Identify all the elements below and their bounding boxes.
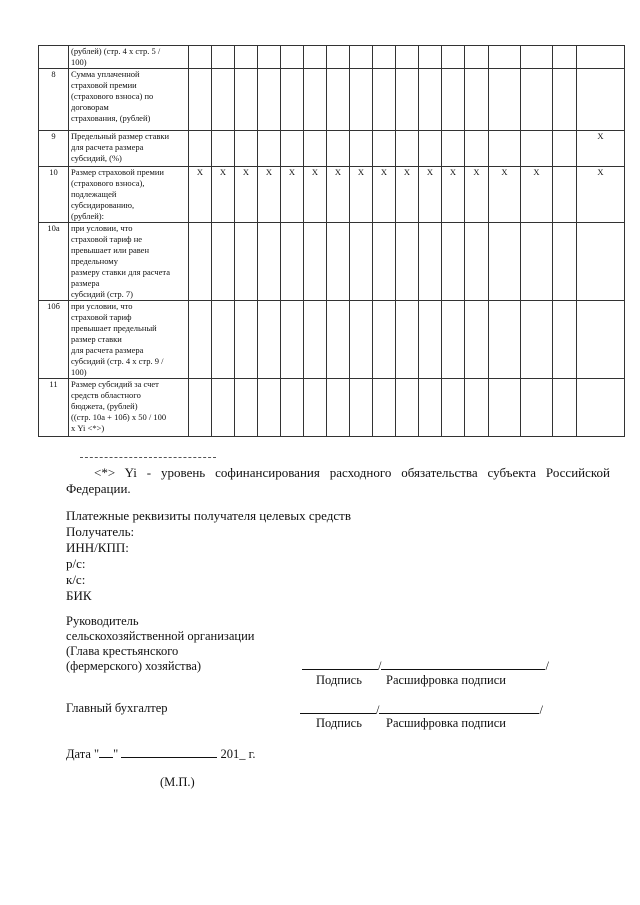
- table-cell: [489, 69, 521, 131]
- table-cell: [350, 301, 373, 379]
- table-cell: [553, 69, 577, 131]
- table-row: [39, 69, 625, 131]
- table-cell: [235, 69, 258, 131]
- table-row: [39, 301, 625, 379]
- table-cell: [489, 301, 521, 379]
- table-cell: [235, 223, 258, 301]
- table-cell: [258, 46, 281, 69]
- table-cell: [258, 69, 281, 131]
- footnote-text: <*> Yi - уровень софинансирования расходного обязательства субъекта Российской Федерации.: [66, 465, 610, 496]
- table-cell: Х: [212, 167, 235, 223]
- row-description: при условии, что страховой тариф превышает предельный размер ставки для расчета размера субсидий (стр. 4 х стр. 9 / 100): [69, 301, 189, 379]
- table-cell: [373, 223, 396, 301]
- table-cell: [577, 379, 625, 437]
- table-cell: [189, 46, 212, 69]
- table-cell: Х: [235, 167, 258, 223]
- table-cell: [442, 46, 465, 69]
- table-cell: [304, 69, 327, 131]
- table-cell: [465, 223, 489, 301]
- table-cell: [521, 379, 553, 437]
- head-label-line1: Руководитель: [66, 614, 139, 628]
- table-cell: [553, 379, 577, 437]
- table-cell: [577, 301, 625, 379]
- row-number: [39, 46, 69, 69]
- row-number: 11: [39, 379, 69, 437]
- table-cell: [281, 46, 304, 69]
- table-cell: [350, 69, 373, 131]
- accountant-signature-line: / /: [300, 701, 543, 718]
- table-cell: [521, 46, 553, 69]
- table-cell: Х: [521, 167, 553, 223]
- table-cell: [465, 131, 489, 167]
- table-cell: [327, 379, 350, 437]
- table-cell: [189, 301, 212, 379]
- table-cell: [189, 131, 212, 167]
- table-cell: [577, 223, 625, 301]
- table-cell: [327, 69, 350, 131]
- table-cell: [304, 223, 327, 301]
- table-cell: Х: [258, 167, 281, 223]
- table-cell: Х: [304, 167, 327, 223]
- table-cell: [373, 46, 396, 69]
- table-cell: [258, 301, 281, 379]
- table-cell: [281, 379, 304, 437]
- accountant-decoding-caption: Расшифровка подписи: [386, 716, 506, 730]
- table-cell: [350, 46, 373, 69]
- table-cell: [304, 379, 327, 437]
- table-cell: [489, 131, 521, 167]
- table-cell: [442, 69, 465, 131]
- table-cell: Х: [442, 167, 465, 223]
- table-cell: [235, 131, 258, 167]
- row-number: 9: [39, 131, 69, 167]
- table-cell: [396, 131, 419, 167]
- table-cell: [350, 379, 373, 437]
- table-cell: [553, 301, 577, 379]
- table-cell: [235, 301, 258, 379]
- row-description: (рублей) (стр. 4 х стр. 5 / 100): [69, 46, 189, 69]
- table-cell: [212, 46, 235, 69]
- table-cell: [442, 379, 465, 437]
- table-cell: [442, 223, 465, 301]
- row-description: Размер субсидий за счет средств областного бюджета, (рублей) ((стр. 10а + 10б) х 50 / 100 х Yi <*>): [69, 379, 189, 437]
- footnote-separator: [80, 457, 216, 458]
- table-cell: [212, 69, 235, 131]
- table-cell: [212, 131, 235, 167]
- table-cell: [396, 69, 419, 131]
- table-cell: [553, 223, 577, 301]
- table-cell: Х: [350, 167, 373, 223]
- table-cell: [350, 131, 373, 167]
- table-cell: [465, 379, 489, 437]
- table-cell: [442, 301, 465, 379]
- table-cell: [489, 46, 521, 69]
- table-cell: [396, 46, 419, 69]
- row-number: 10: [39, 167, 69, 223]
- head-label-line2: сельскохозяйственной организации: [66, 629, 255, 643]
- table-cell: [553, 131, 577, 167]
- table-cell: [212, 223, 235, 301]
- requisites-title: Платежные реквизиты получателя целевых средств: [66, 508, 351, 523]
- head-signature-line: / /: [302, 657, 549, 674]
- table-cell: [396, 301, 419, 379]
- table-cell: Х: [577, 167, 625, 223]
- stamp-placeholder: (М.П.): [160, 775, 195, 789]
- row-description: при условии, что страховой тариф не превышает или равен предельному размеру ставки для расчета размера субсидий (стр. 7): [69, 223, 189, 301]
- table-row: [39, 131, 625, 167]
- row-description: Предельный размер ставки для расчета размера субсидий, (%): [69, 131, 189, 167]
- table-cell: [327, 46, 350, 69]
- table-cell: Х: [396, 167, 419, 223]
- correspondent-account-label: к/с:: [66, 572, 86, 587]
- table-cell: [373, 69, 396, 131]
- table-cell: [419, 131, 442, 167]
- table-cell: Х: [373, 167, 396, 223]
- table-cell: [373, 301, 396, 379]
- row-number: 10б: [39, 301, 69, 379]
- table-row: [39, 379, 625, 437]
- table-cell: [442, 131, 465, 167]
- table-cell: [419, 69, 442, 131]
- table-cell: [281, 69, 304, 131]
- head-decoding-caption: Расшифровка подписи: [386, 673, 506, 687]
- table-cell: [521, 69, 553, 131]
- table-cell: [419, 46, 442, 69]
- table-cell: [489, 379, 521, 437]
- table-cell: [373, 379, 396, 437]
- table-cell: [258, 223, 281, 301]
- table-cell: [327, 223, 350, 301]
- table-cell: Х: [419, 167, 442, 223]
- subsidy-calculation-table: [38, 45, 625, 437]
- table-cell: [396, 223, 419, 301]
- table-cell: [189, 379, 212, 437]
- table-cell: [465, 301, 489, 379]
- table-cell: Х: [465, 167, 489, 223]
- table-cell: Х: [327, 167, 350, 223]
- table-cell: [373, 131, 396, 167]
- inn-kpp-label: ИНН/КПП:: [66, 540, 129, 555]
- row-description: Размер страховой премии (страхового взноса), подлежащей субсидированию, (рублей):: [69, 167, 189, 223]
- table-cell: [281, 131, 304, 167]
- table-cell: [521, 301, 553, 379]
- table-cell: [553, 46, 577, 69]
- table-cell: [189, 223, 212, 301]
- date-line: Дата " " 201_ г.: [66, 747, 256, 761]
- table-cell: Х: [577, 131, 625, 167]
- chief-accountant-label: Главный бухгалтер: [66, 701, 168, 715]
- table-cell: [419, 379, 442, 437]
- table-row: [39, 167, 625, 223]
- row-number: 8: [39, 69, 69, 131]
- row-number: 10а: [39, 223, 69, 301]
- table-cell: [327, 131, 350, 167]
- table-cell: [553, 167, 577, 223]
- table-cell: [465, 69, 489, 131]
- table-cell: [577, 46, 625, 69]
- table-cell: [350, 223, 373, 301]
- table-cell: [577, 69, 625, 131]
- table-cell: [521, 131, 553, 167]
- accountant-signature-caption: Подпись: [316, 716, 362, 730]
- table-cell: [465, 46, 489, 69]
- table-cell: [212, 301, 235, 379]
- row-description: Сумма уплаченной страховой премии (страхового взноса) по договорам страхования, (рублей): [69, 69, 189, 131]
- settlement-account-label: р/с:: [66, 556, 86, 571]
- table-cell: [281, 301, 304, 379]
- table-cell: [304, 131, 327, 167]
- table-cell: [419, 223, 442, 301]
- table-cell: [281, 223, 304, 301]
- table-row: [39, 223, 625, 301]
- table-cell: [419, 301, 442, 379]
- table-cell: [212, 379, 235, 437]
- table-cell: [489, 223, 521, 301]
- table-cell: [304, 301, 327, 379]
- table-cell: [189, 69, 212, 131]
- head-signature-caption: Подпись: [316, 673, 362, 687]
- table-cell: [327, 301, 350, 379]
- recipient-label: Получатель:: [66, 524, 135, 539]
- table-cell: [396, 379, 419, 437]
- bik-label: БИК: [66, 588, 92, 603]
- table-cell: [235, 46, 258, 69]
- table-cell: [521, 223, 553, 301]
- head-label-line4: (фермерского) хозяйства): [66, 659, 202, 673]
- table-cell: Х: [489, 167, 521, 223]
- table-cell: [258, 131, 281, 167]
- table-cell: [304, 46, 327, 69]
- table-cell: [258, 379, 281, 437]
- table-cell: Х: [281, 167, 304, 223]
- head-label-line3: (Глава крестьянского: [66, 644, 179, 658]
- table-row: [39, 46, 625, 69]
- table-cell: Х: [189, 167, 212, 223]
- table-cell: [235, 379, 258, 437]
